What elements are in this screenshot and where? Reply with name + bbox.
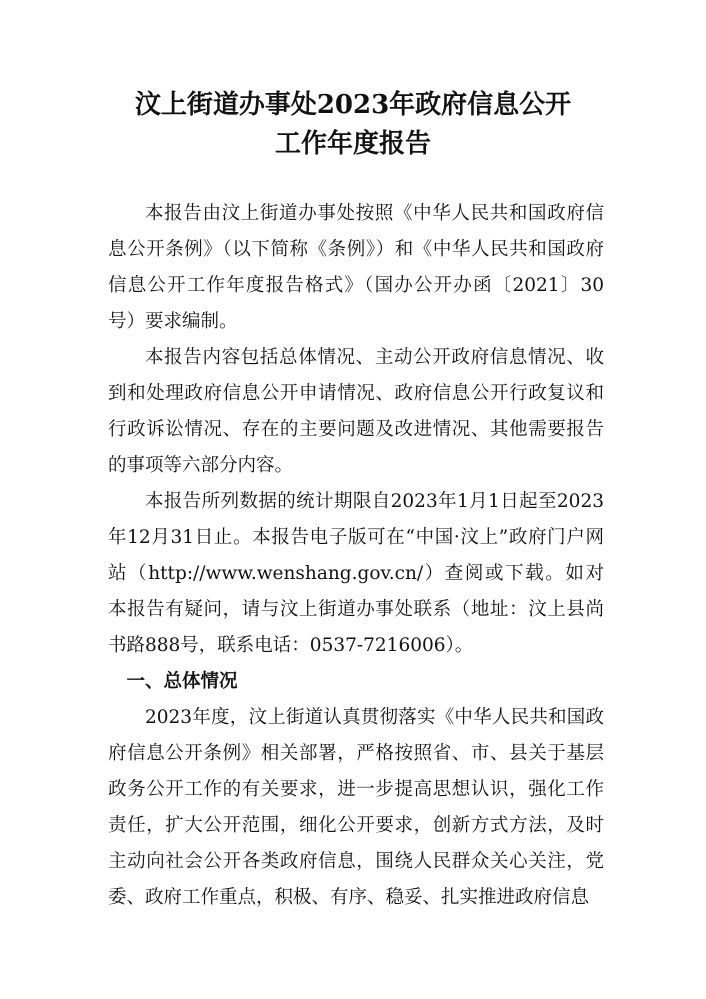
report-body: [108, 196, 604, 916]
overview-paragraph: 2023年度，汶上街道认真贯彻落实《中华人民共和国政府信息公开条例》相关部署，严格按照省、市、县关于基层政务公开工作的有关要求，进一步提高思想认识，强化工作责任，扩大公开范围，细化公开要求，创新方式方法，及时主动向社会公开各类政府信息，围绕人民群众关心关注，党委、政府工作重点，积极、有序、稳妥、扎实推进政府信息: [108, 707, 604, 908]
section-heading-overview: 一、总体情况: [126, 671, 238, 692]
intro-paragraph-contents: 本报告内容包括总体情况、主动公开政府信息情况、收到和处理政府信息公开申请情况、政府信息公开行政复议和行政诉讼情况、存在的主要问题及改进情况、其他需要报告的事项等六部分内容。: [108, 347, 604, 476]
intro-paragraph-basis: 本报告由汶上街道办事处按照《中华人民共和国政府信息公开条例》（以下简称《条例》）和《中华人民共和国政府信息公开工作年度报告格式》（国办公开办函〔2021〕30号）要求编制。: [108, 203, 604, 332]
report-title-line1: 汶上街道办事处2023年政府信息公开: [134, 90, 572, 120]
report-title-line2: 工作年度报告: [274, 129, 431, 159]
intro-paragraph-period: 本报告所列数据的统计期限自2023年1月1日起至2023年12月31日止。本报告电子版可在“中国·汶上”政府门户网站（http://www.wenshang.gov.cn/）查阅或下载。如对本报告有疑问，请与汶上街道办事处联系（地址：汶上县尚书路888号，联系电话：0537-7216006）。: [108, 491, 604, 656]
